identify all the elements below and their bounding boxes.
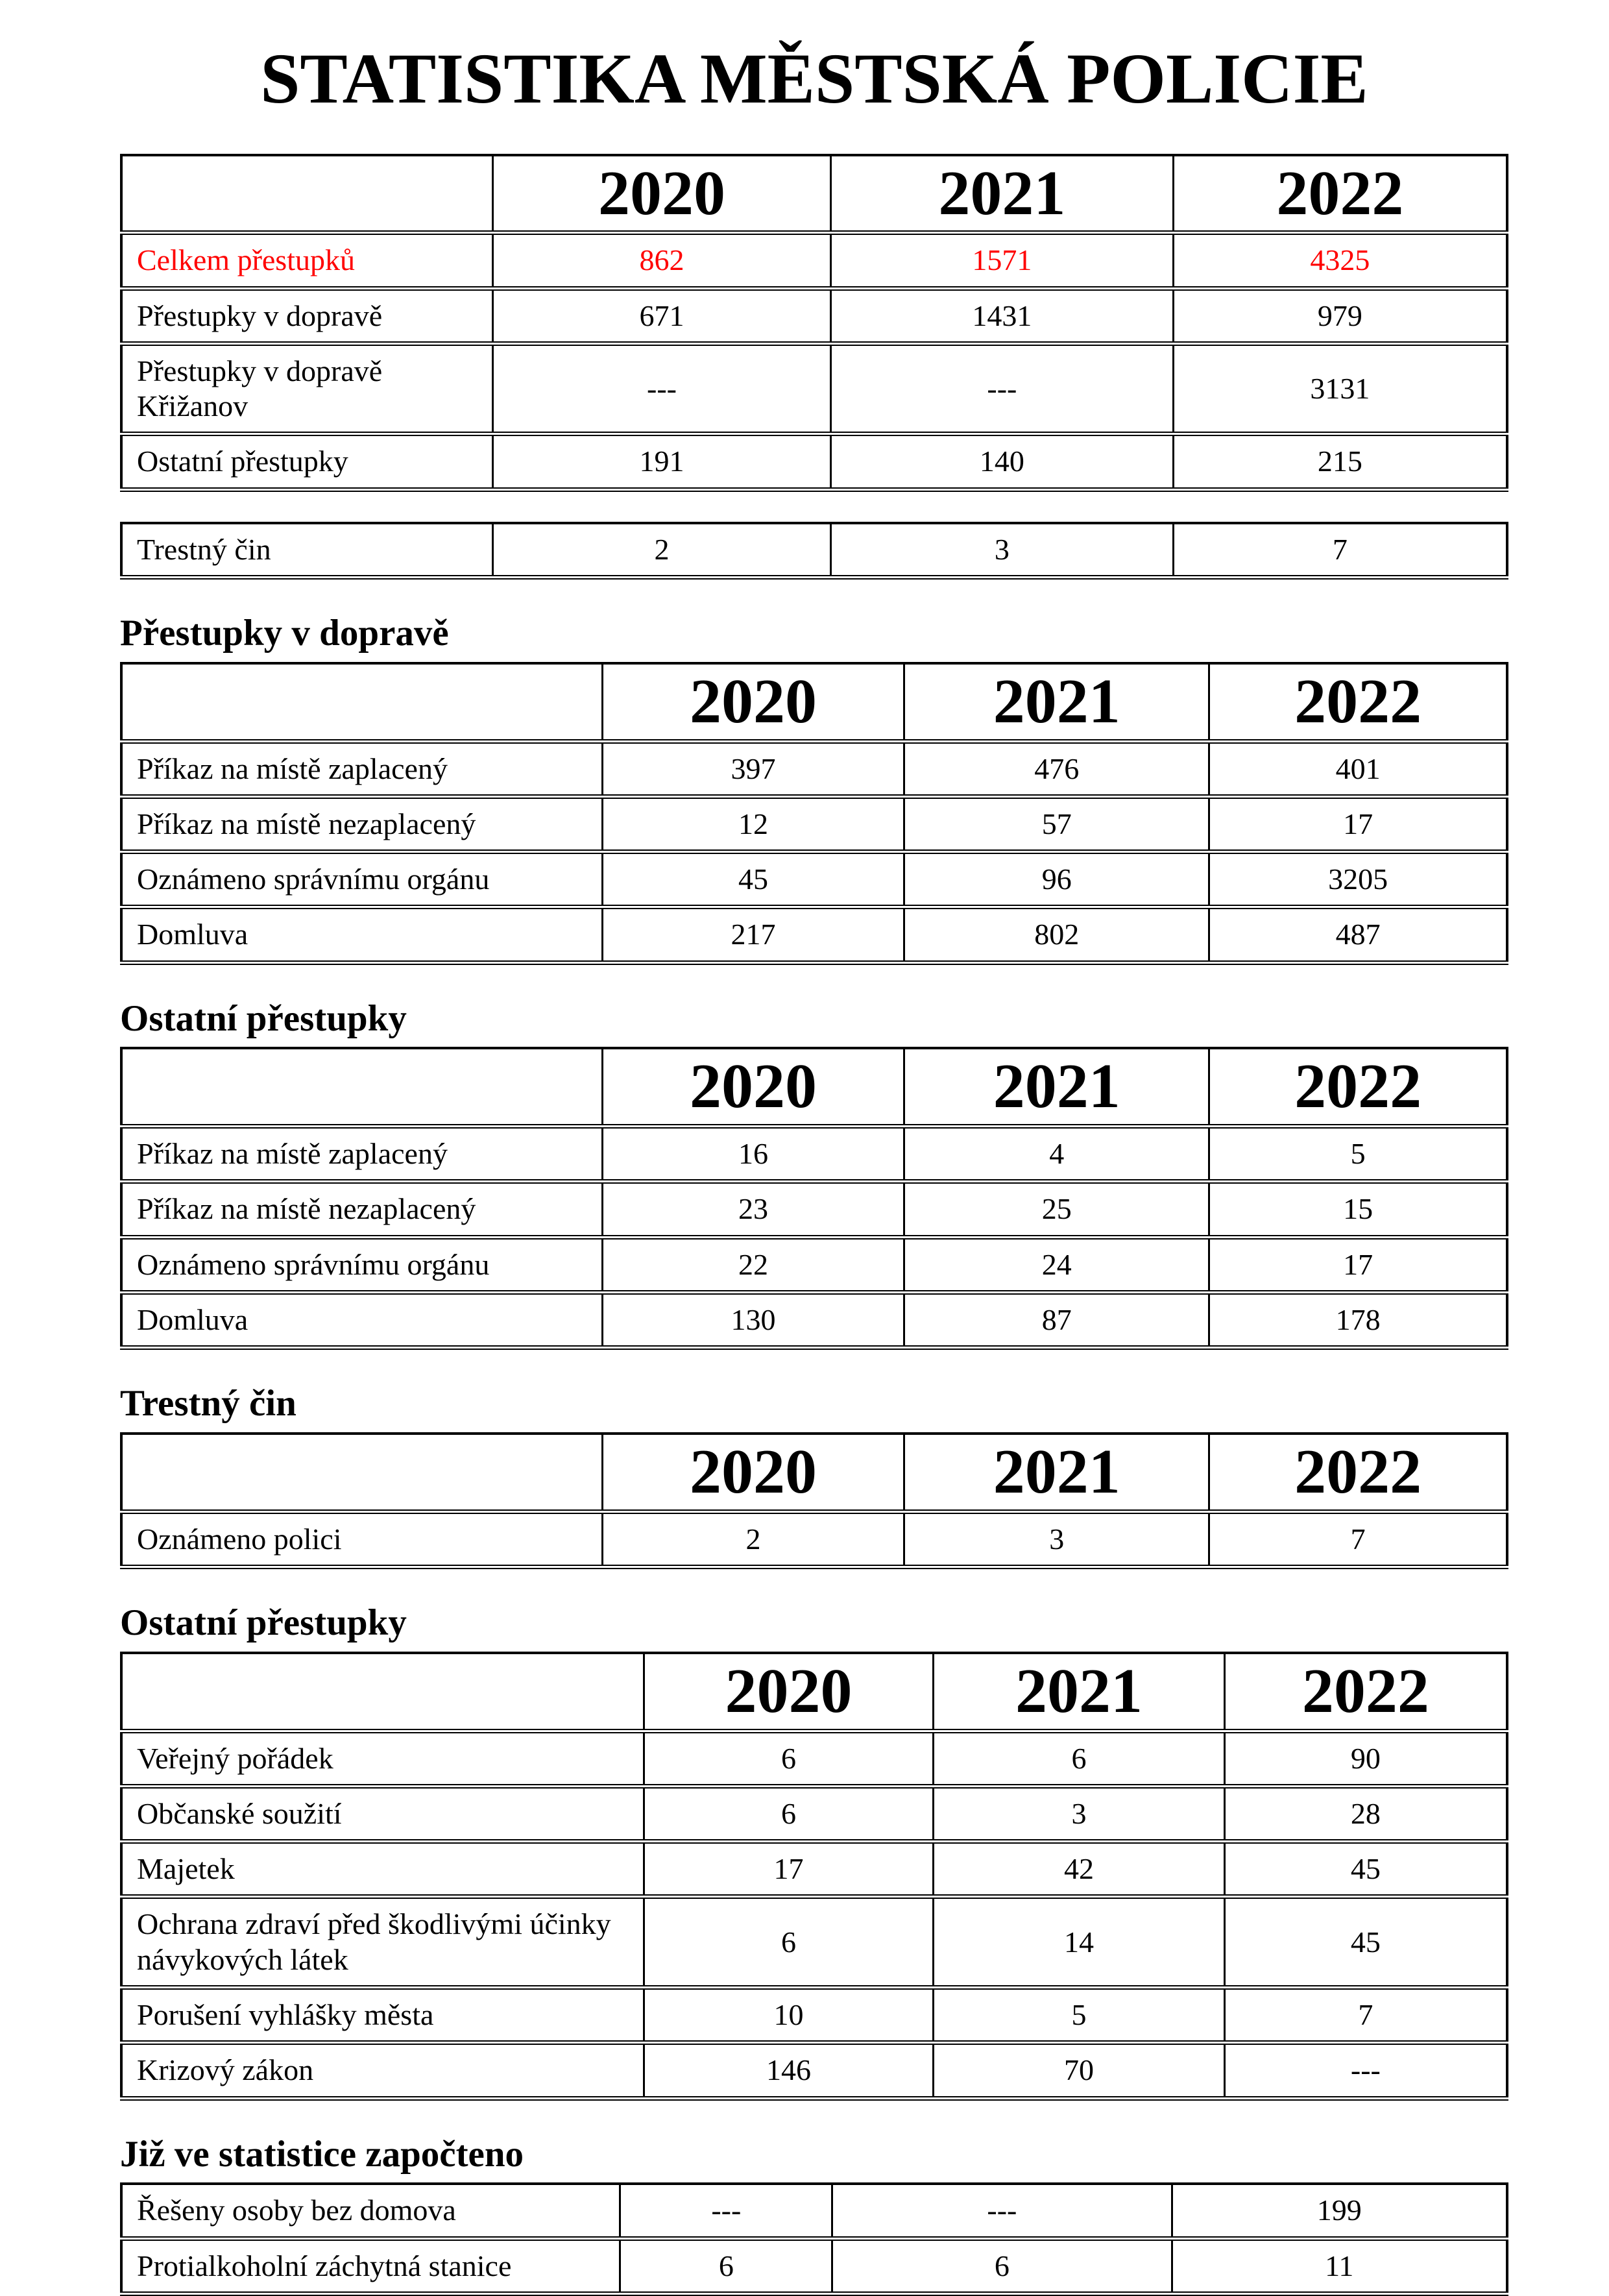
- corner-cell: [121, 1653, 644, 1731]
- value-cell: ---: [832, 2184, 1172, 2238]
- section-heading-trestny-cin: Trestný čin: [120, 1383, 296, 1424]
- row-label: Příkaz na místě nezaplacený: [121, 1182, 602, 1237]
- value-cell: 7: [1173, 523, 1507, 578]
- table-row: [121, 1293, 1507, 1348]
- value-cell: 17: [644, 1842, 933, 1897]
- year-header: 2021: [934, 1653, 1225, 1731]
- value-cell: 70: [934, 2043, 1225, 2098]
- value-cell: 146: [644, 2043, 933, 2098]
- corner-cell: [121, 663, 602, 741]
- year-header-row: [121, 1653, 1507, 1731]
- row-label: Přestupky v dopravě Křižanov: [121, 343, 492, 434]
- row-label: Přestupky v dopravě: [121, 288, 492, 343]
- table-row: [121, 741, 1507, 796]
- value-cell: 6: [620, 2238, 832, 2293]
- row-label: Příkaz na místě zaplacený: [121, 741, 602, 796]
- jiz-ve-statistice-zapocteno-table: [120, 2182, 1508, 2296]
- table-row: [121, 288, 1507, 343]
- value-cell: 6: [644, 1786, 933, 1841]
- value-cell: 2: [602, 1511, 904, 1567]
- value-cell: 979: [1173, 288, 1507, 343]
- table-row: [121, 907, 1507, 962]
- value-cell: 12: [602, 796, 904, 851]
- year-header: 2021: [904, 1048, 1209, 1126]
- prestupky-v-doprave-table: [120, 662, 1508, 965]
- value-cell: 4325: [1173, 233, 1507, 288]
- value-cell: 28: [1224, 1786, 1507, 1841]
- value-cell: 15: [1209, 1182, 1507, 1237]
- section-heading-ostatni-prestupky: Ostatní přestupky: [120, 997, 407, 1039]
- row-label: Protialkoholní záchytná stanice: [121, 2238, 620, 2293]
- table-row: [121, 1731, 1507, 1786]
- value-cell: 3131: [1173, 343, 1507, 434]
- row-label: Majetek: [121, 1842, 644, 1897]
- value-cell: 45: [1224, 1897, 1507, 1988]
- year-header: 2021: [831, 155, 1174, 233]
- value-cell: 57: [904, 796, 1209, 851]
- value-cell: 130: [602, 1293, 904, 1348]
- row-label: Trestný čin: [121, 523, 492, 578]
- trestny-cin-table: [120, 1432, 1508, 1569]
- value-cell: 401: [1209, 741, 1507, 796]
- row-label: Celkem přestupků: [121, 233, 492, 288]
- year-header-row: [121, 1048, 1507, 1126]
- table-row: [121, 1897, 1507, 1988]
- value-cell: 24: [904, 1237, 1209, 1292]
- value-cell: ---: [1224, 2043, 1507, 2098]
- value-cell: 3205: [1209, 852, 1507, 907]
- value-cell: 6: [934, 1731, 1225, 1786]
- year-header: 2022: [1209, 1048, 1507, 1126]
- value-cell: 42: [934, 1842, 1225, 1897]
- row-label: Příkaz na místě zaplacený: [121, 1127, 602, 1182]
- value-cell: 7: [1209, 1511, 1507, 1567]
- row-label: Ostatní přestupky: [121, 434, 492, 489]
- table-row: [121, 2238, 1507, 2293]
- row-label: Ochrana zdraví před škodlivými účinky návykových látek: [121, 1897, 644, 1988]
- value-cell: 6: [644, 1897, 933, 1988]
- value-cell: ---: [492, 343, 830, 434]
- value-cell: 7: [1224, 1988, 1507, 2043]
- value-cell: 96: [904, 852, 1209, 907]
- value-cell: 6: [832, 2238, 1172, 2293]
- row-label: Oznámeno správnímu orgánu: [121, 1237, 602, 1292]
- value-cell: 10: [644, 1988, 933, 2043]
- value-cell: 191: [492, 434, 830, 489]
- value-cell: 199: [1172, 2184, 1507, 2238]
- value-cell: 178: [1209, 1293, 1507, 1348]
- value-cell: 862: [492, 233, 830, 288]
- value-cell: 397: [602, 741, 904, 796]
- row-label: Domluva: [121, 1293, 602, 1348]
- year-header: 2021: [904, 1434, 1209, 1511]
- row-label: Příkaz na místě nezaplacený: [121, 796, 602, 851]
- table-row: [121, 796, 1507, 851]
- value-cell: 140: [831, 434, 1174, 489]
- value-cell: 17: [1209, 1237, 1507, 1292]
- value-cell: 16: [602, 1127, 904, 1182]
- value-cell: 3: [934, 1786, 1225, 1841]
- value-cell: 1571: [831, 233, 1174, 288]
- statistics-tables: [120, 154, 1508, 2296]
- value-cell: 11: [1172, 2238, 1507, 2293]
- table-row: [121, 852, 1507, 907]
- value-cell: 4: [904, 1127, 1209, 1182]
- table-row: [121, 343, 1507, 434]
- value-cell: 5: [934, 1988, 1225, 2043]
- row-label: Občanské soužití: [121, 1786, 644, 1841]
- value-cell: 14: [934, 1897, 1225, 1988]
- year-header: 2021: [904, 663, 1209, 741]
- row-label: Řešeny osoby bez domova: [121, 2184, 620, 2238]
- corner-cell: [121, 1048, 602, 1126]
- value-cell: 802: [904, 907, 1209, 962]
- value-cell: 6: [644, 1731, 933, 1786]
- table-row: [121, 2043, 1507, 2098]
- value-cell: ---: [831, 343, 1174, 434]
- value-cell: ---: [620, 2184, 832, 2238]
- value-cell: 487: [1209, 907, 1507, 962]
- year-header: 2020: [602, 1048, 904, 1126]
- table-row: [121, 1127, 1507, 1182]
- year-header: 2020: [602, 1434, 904, 1511]
- value-cell: 87: [904, 1293, 1209, 1348]
- table-row: [121, 523, 1507, 578]
- ostatni-prestupky-detail-table: [120, 1652, 1508, 2101]
- summary-table: [120, 154, 1508, 492]
- value-cell: 23: [602, 1182, 904, 1237]
- row-label: Oznámeno správnímu orgánu: [121, 852, 602, 907]
- value-cell: 22: [602, 1237, 904, 1292]
- year-header: 2020: [644, 1653, 933, 1731]
- table-row: [121, 1511, 1507, 1567]
- table-row: [121, 1842, 1507, 1897]
- table-row: [121, 1786, 1507, 1841]
- value-cell: 45: [1224, 1842, 1507, 1897]
- year-header: 2020: [602, 663, 904, 741]
- table-row: [121, 434, 1507, 489]
- table-row: [121, 1182, 1507, 1237]
- year-header: 2022: [1224, 1653, 1507, 1731]
- row-label: Porušení vyhlášky města: [121, 1988, 644, 2043]
- value-cell: 217: [602, 907, 904, 962]
- value-cell: 476: [904, 741, 1209, 796]
- value-cell: 215: [1173, 434, 1507, 489]
- year-header: 2022: [1173, 155, 1507, 233]
- value-cell: 1431: [831, 288, 1174, 343]
- value-cell: 5: [1209, 1127, 1507, 1182]
- table-row: [121, 1237, 1507, 1292]
- section-heading-ostatni-prestupky-detail: Ostatní přestupky: [120, 1602, 407, 1644]
- value-cell: 3: [904, 1511, 1209, 1567]
- value-cell: 3: [831, 523, 1174, 578]
- value-cell: 671: [492, 288, 830, 343]
- table-row: [121, 233, 1507, 288]
- table-row: [121, 1988, 1507, 2043]
- year-header-row: [121, 1434, 1507, 1511]
- year-header-row: [121, 663, 1507, 741]
- year-header: 2022: [1209, 1434, 1507, 1511]
- value-cell: 17: [1209, 796, 1507, 851]
- row-label: Krizový zákon: [121, 2043, 644, 2098]
- ostatni-prestupky-table: [120, 1047, 1508, 1350]
- year-header-row: [121, 155, 1507, 233]
- value-cell: 90: [1224, 1731, 1507, 1786]
- row-label: Veřejný pořádek: [121, 1731, 644, 1786]
- corner-cell: [121, 1434, 602, 1511]
- table-row: [121, 2184, 1507, 2238]
- trestny-cin-summary-table: [120, 522, 1508, 580]
- page-title: STATISTIKA MĚSTSKÁ POLICIE: [260, 39, 1368, 118]
- section-heading-prestupky-v-doprave: Přestupky v dopravě: [120, 612, 449, 653]
- row-label: Oznámeno polici: [121, 1511, 602, 1567]
- value-cell: 2: [492, 523, 830, 578]
- year-header: 2020: [492, 155, 830, 233]
- row-label: Domluva: [121, 907, 602, 962]
- value-cell: 25: [904, 1182, 1209, 1237]
- value-cell: 45: [602, 852, 904, 907]
- corner-cell: [121, 155, 492, 233]
- year-header: 2022: [1209, 663, 1507, 741]
- section-heading-jiz-ve-statistice-zapocteno: Již ve statistice započteno: [120, 2133, 524, 2175]
